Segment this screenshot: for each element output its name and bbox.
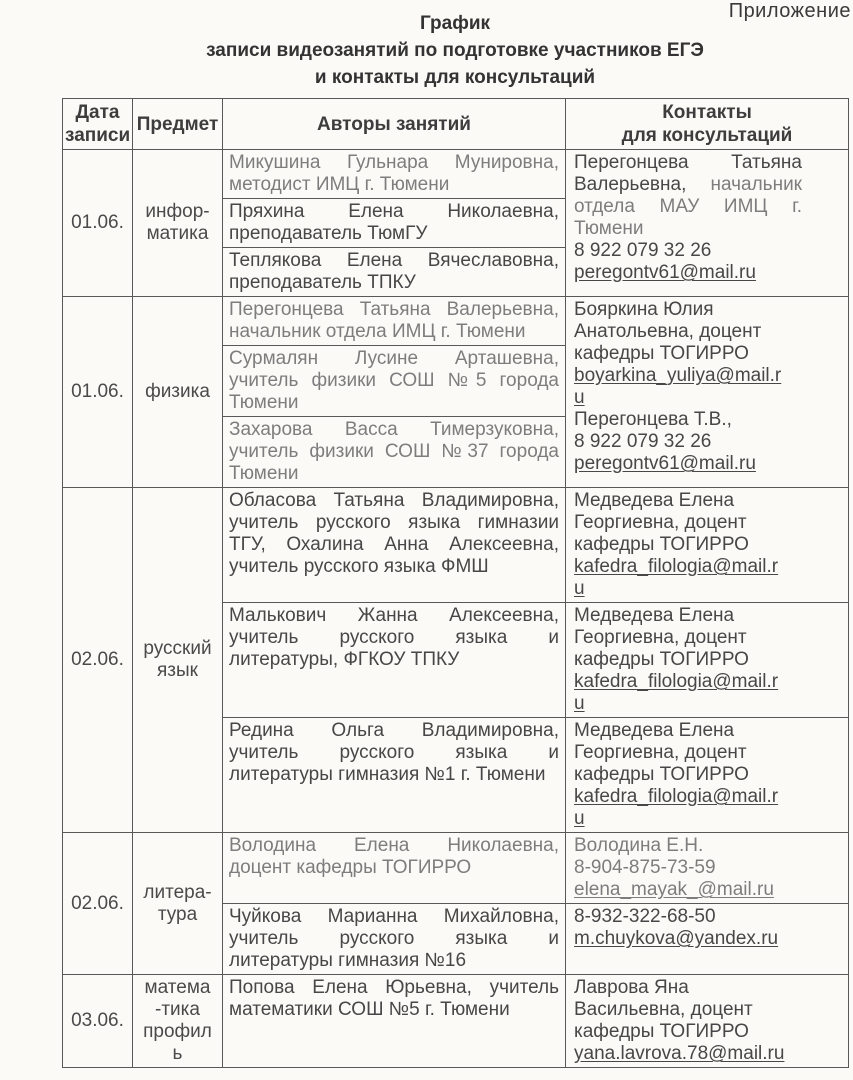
doc-title-line: График (419, 13, 491, 34)
date-cell: 01.06. (63, 150, 133, 297)
email-link: elena_mayak_@mail.ru (574, 879, 774, 900)
author-entry: Сурмалян Лусине Арташевна, учитель физики СОШ №5 города Тюмени (223, 345, 565, 416)
contact-line (574, 152, 802, 240)
corner-label: Приложение (728, 0, 851, 22)
text-run: Перегонцева Т.В., (574, 409, 732, 430)
contact-line (574, 786, 802, 830)
subject-cell (133, 297, 223, 488)
authors-cell (223, 150, 566, 297)
subject-line: физика (145, 381, 210, 402)
header-line: Дата (75, 102, 120, 123)
contact-line (574, 409, 802, 431)
subject-cell (133, 150, 223, 297)
subject-line: литера- (143, 881, 212, 903)
text-run: 8-932-322-68-50 (574, 906, 716, 927)
author-entry: Малькович Жанна Алексеевна, учитель русского языка и литературы, ФГКОУ ТПКУ (229, 605, 559, 670)
authors-cell (223, 904, 566, 975)
header-date (63, 99, 133, 150)
text-run: Медведева Елена Георгиевна, доцент кафедры ТОГИРРО (574, 720, 749, 785)
contact-line (574, 299, 802, 365)
email-link: m.chuykova@yandex.ru (574, 928, 779, 949)
header-row (63, 99, 849, 150)
contact-line (574, 240, 802, 262)
contact-cell (566, 833, 849, 904)
schedule-table-body (63, 99, 849, 1068)
table-row (63, 488, 849, 603)
contact-line (574, 262, 802, 284)
author-entry: Попова Елена Юрьевна, учитель математики СОШ №5 г. Тюмени (229, 977, 559, 1020)
subject-line: профил (143, 1021, 212, 1042)
contact-cell (566, 488, 849, 603)
header-contacts (566, 99, 849, 150)
author-entry: Пряхина Елена Николаевна, преподаватель ТюмГУ (223, 198, 565, 247)
contact-line (574, 906, 802, 928)
contact-line (574, 490, 802, 556)
text-run: Медведева Елена Георгиевна, доцент кафедры ТОГИРРО (574, 490, 749, 555)
text-run: Лаврова Яна Васильевна, доцент кафедры ТОГИРРО (574, 977, 753, 1042)
subject-line: ь (172, 1043, 183, 1064)
schedule-table (62, 98, 849, 1068)
author-entry: Перегонцева Татьяна Валерьевна, начальник отдела ИМЦ г. Тюмени (229, 299, 559, 342)
author-entry: Микушина Гульнара Мунировна, методист ИМЦ г. Тюмени (229, 152, 559, 195)
table-row (63, 297, 849, 488)
email-link: kafedra_filologia@mail.ru (574, 671, 779, 714)
email-link: boyarkina_yuliya@mail.ru (574, 365, 782, 408)
contact-cell (566, 718, 849, 833)
subject-line: язык (157, 660, 198, 681)
authors-cell (223, 297, 566, 488)
authors-cell (223, 603, 566, 718)
subject-line: матема (144, 977, 211, 998)
text-run: Бояркина Юлия Анатольевна, доцент кафедры ТОГИРРО (574, 299, 762, 364)
email-link: peregontv61@mail.ru (574, 262, 756, 283)
header-line: Контакты (662, 102, 752, 123)
contact-line (574, 977, 802, 1043)
subject-line: инфор- (145, 201, 210, 222)
date-cell: 02.06. (63, 488, 133, 833)
subject-cell (133, 488, 223, 833)
header-authors: Авторы занятий (223, 99, 566, 150)
contact-line (574, 605, 802, 671)
email-link: peregontv61@mail.ru (574, 453, 756, 474)
email-link: yana.lavrova.78@mail.ru (574, 1043, 785, 1064)
email-link: kafedra_filologia@mail.ru (574, 556, 779, 599)
text-run: 8 922 079 32 26 (574, 431, 712, 452)
contact-line (574, 720, 802, 786)
email-link: kafedra_filologia@mail.ru (574, 786, 779, 829)
author-entry: Обласова Татьяна Владимировна, учитель русского языка гимназии ТГУ, Охалина Анна Алексеевна, учитель русского языка ФМШ (229, 490, 559, 577)
table-row (63, 975, 849, 1068)
text-run: Медведева Елена Георгиевна, доцент кафедры ТОГИРРО (574, 605, 749, 670)
contact-cell (566, 603, 849, 718)
subject-cell (133, 833, 223, 975)
author-entry: Захарова Васса Тимерзуковна, учитель физики СОШ №37 города Тюмени (223, 416, 565, 487)
authors-cell (223, 718, 566, 833)
author-entry: Володина Елена Николаевна, доцент кафедры ТОГИРРО (229, 835, 559, 878)
doc-title-line: записи видеозанятий по подготовке участников ЕГЭ (206, 40, 704, 61)
authors-cell (223, 488, 566, 603)
contact-cell (566, 975, 849, 1068)
subject-line: -тика (155, 999, 200, 1020)
contact-line (574, 857, 802, 879)
table-row (63, 150, 849, 297)
text-run: 8 922 079 32 26 (574, 240, 712, 261)
doc-title-line: и контакты для консультаций (314, 67, 596, 88)
authors-cell (223, 975, 566, 1068)
subject-cell (133, 975, 223, 1068)
contact-line (574, 1043, 802, 1065)
contact-line (574, 453, 802, 475)
author-entry: Чуйкова Марианна Михайловна, учитель русского языка и литературы гимназия №16 (229, 906, 559, 971)
contact-cell (566, 904, 849, 975)
table-row (63, 833, 849, 904)
contact-cell (566, 150, 849, 297)
date-cell: 02.06. (63, 833, 133, 975)
contact-line (574, 879, 802, 901)
header-subject: Предмет (133, 99, 223, 150)
contact-cell (566, 297, 849, 488)
header-line: для консультаций (621, 125, 793, 146)
authors-cell (223, 833, 566, 904)
subject-line: матика (146, 223, 209, 244)
author-entry: Теплякова Елена Вячеславовна, преподаватель ТПКУ (223, 247, 565, 296)
subject-line: тура (157, 903, 198, 925)
contact-line (574, 556, 802, 600)
contact-line (574, 671, 802, 715)
author-entry: Редина Ольга Владимировна, учитель русского языка и литературы гимназия №1 г. Тюмени (229, 720, 559, 785)
header-line: записи (65, 125, 131, 146)
contact-line (574, 365, 802, 409)
contact-line (574, 835, 802, 857)
date-cell: 01.06. (63, 297, 133, 488)
text-run: Володина Е.Н. (574, 835, 704, 856)
date-cell: 03.06. (63, 975, 133, 1068)
text-run: Перегонцева Татьяна Валерьевна, (574, 152, 802, 195)
subject-line: русский (143, 638, 212, 659)
text-run: начальник отдела МАУ ИМЦ г. Тюмени (574, 174, 802, 239)
contact-line (574, 431, 802, 453)
contact-line (574, 928, 802, 950)
text-run: 8-904-875-73-59 (574, 857, 716, 878)
